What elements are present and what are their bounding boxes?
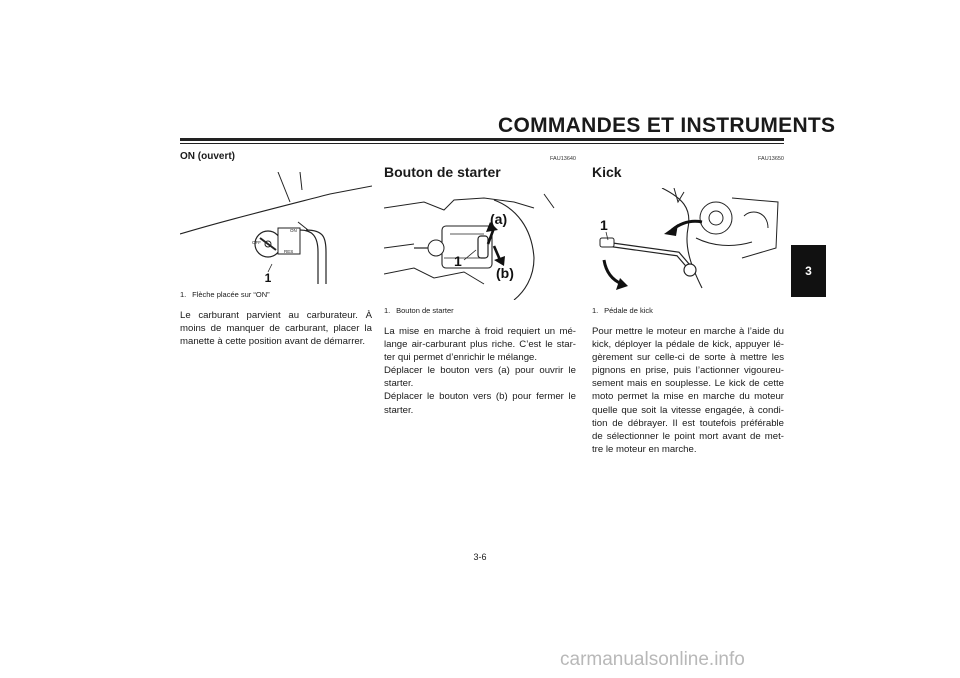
page-number: 3-6: [473, 552, 487, 562]
caption-number: 1.: [180, 290, 187, 299]
caption-text: Pédale de kick: [604, 306, 653, 315]
watermark-text: carmanualsonline.info: [560, 649, 745, 670]
figure-caption: [180, 290, 372, 300]
figure-callout-b: (b): [496, 265, 514, 281]
figure-callout-1: 1: [454, 253, 462, 269]
caption-number: 1.: [592, 306, 599, 315]
section-heading: Bouton de starter: [384, 164, 501, 180]
on-label: ON: [290, 228, 297, 233]
body-paragraph: Déplacer le bouton vers (b) pour fermer le starter.: [384, 391, 576, 416]
body-paragraph: La mise en marche à froid requiert un mé-lange air-carburant plus riche. C’est le star-ter qui permet d’enrichir le mélange.: [384, 326, 576, 364]
section-code: FAU13640: [550, 156, 576, 162]
off-label: OFF: [252, 240, 261, 245]
column-kick: [592, 150, 784, 456]
kick-pedal-illustration: [592, 188, 784, 300]
figure-caption: [384, 306, 576, 316]
starter-knob-illustration: [384, 188, 576, 300]
body-paragraph: Le carburant parvient au carburateur. À moins de manquer de carburant, placer la manette à cette position avant de démarrer.: [180, 310, 372, 348]
caption-number: 1.: [384, 306, 391, 315]
section-code: FAU13650: [758, 156, 784, 162]
figure-callout-1: 1: [600, 217, 608, 233]
section-heading: Kick: [592, 164, 622, 180]
res-label: RES: [284, 249, 294, 254]
caption-text: Bouton de starter: [396, 306, 454, 315]
body-text-block: [384, 325, 576, 417]
column-fuel-cock: [180, 150, 372, 348]
body-paragraph: Déplacer le bouton vers (a) pour ouvrir le starter.: [384, 365, 576, 390]
title-rule-thin: [180, 143, 784, 144]
figure-callout-a: (a): [490, 211, 508, 227]
fuel-cock-illustration: [180, 172, 372, 284]
body-paragraph: Pour mettre le moteur en marche à l’aide du kick, déployer la pédale de kick, appuyer lé-gèrement sur celle-ci de sorte à mettre les pignons en prise, puis l’actionner vigoureu-sement mais en souplesse. Le kick de cette moto permet la mise en marche du moteur quelle que soit la vitesse engagée, à condi-tion de débrayer. Il est toutefois préférable de sélectionner le point mort avant de met-tre le moteur en marche.: [592, 326, 784, 455]
section-subheading: ON (ouvert): [180, 151, 235, 162]
page-title: COMMANDES ET INSTRUMENTS: [498, 114, 836, 137]
chapter-tab: 3: [791, 245, 826, 297]
figure-caption: [592, 306, 784, 316]
caption-text: Flèche placée sur “ON”: [192, 290, 270, 299]
figure-callout-1: 1: [264, 271, 272, 284]
column-starter: [384, 150, 576, 417]
title-rule: [180, 138, 784, 141]
